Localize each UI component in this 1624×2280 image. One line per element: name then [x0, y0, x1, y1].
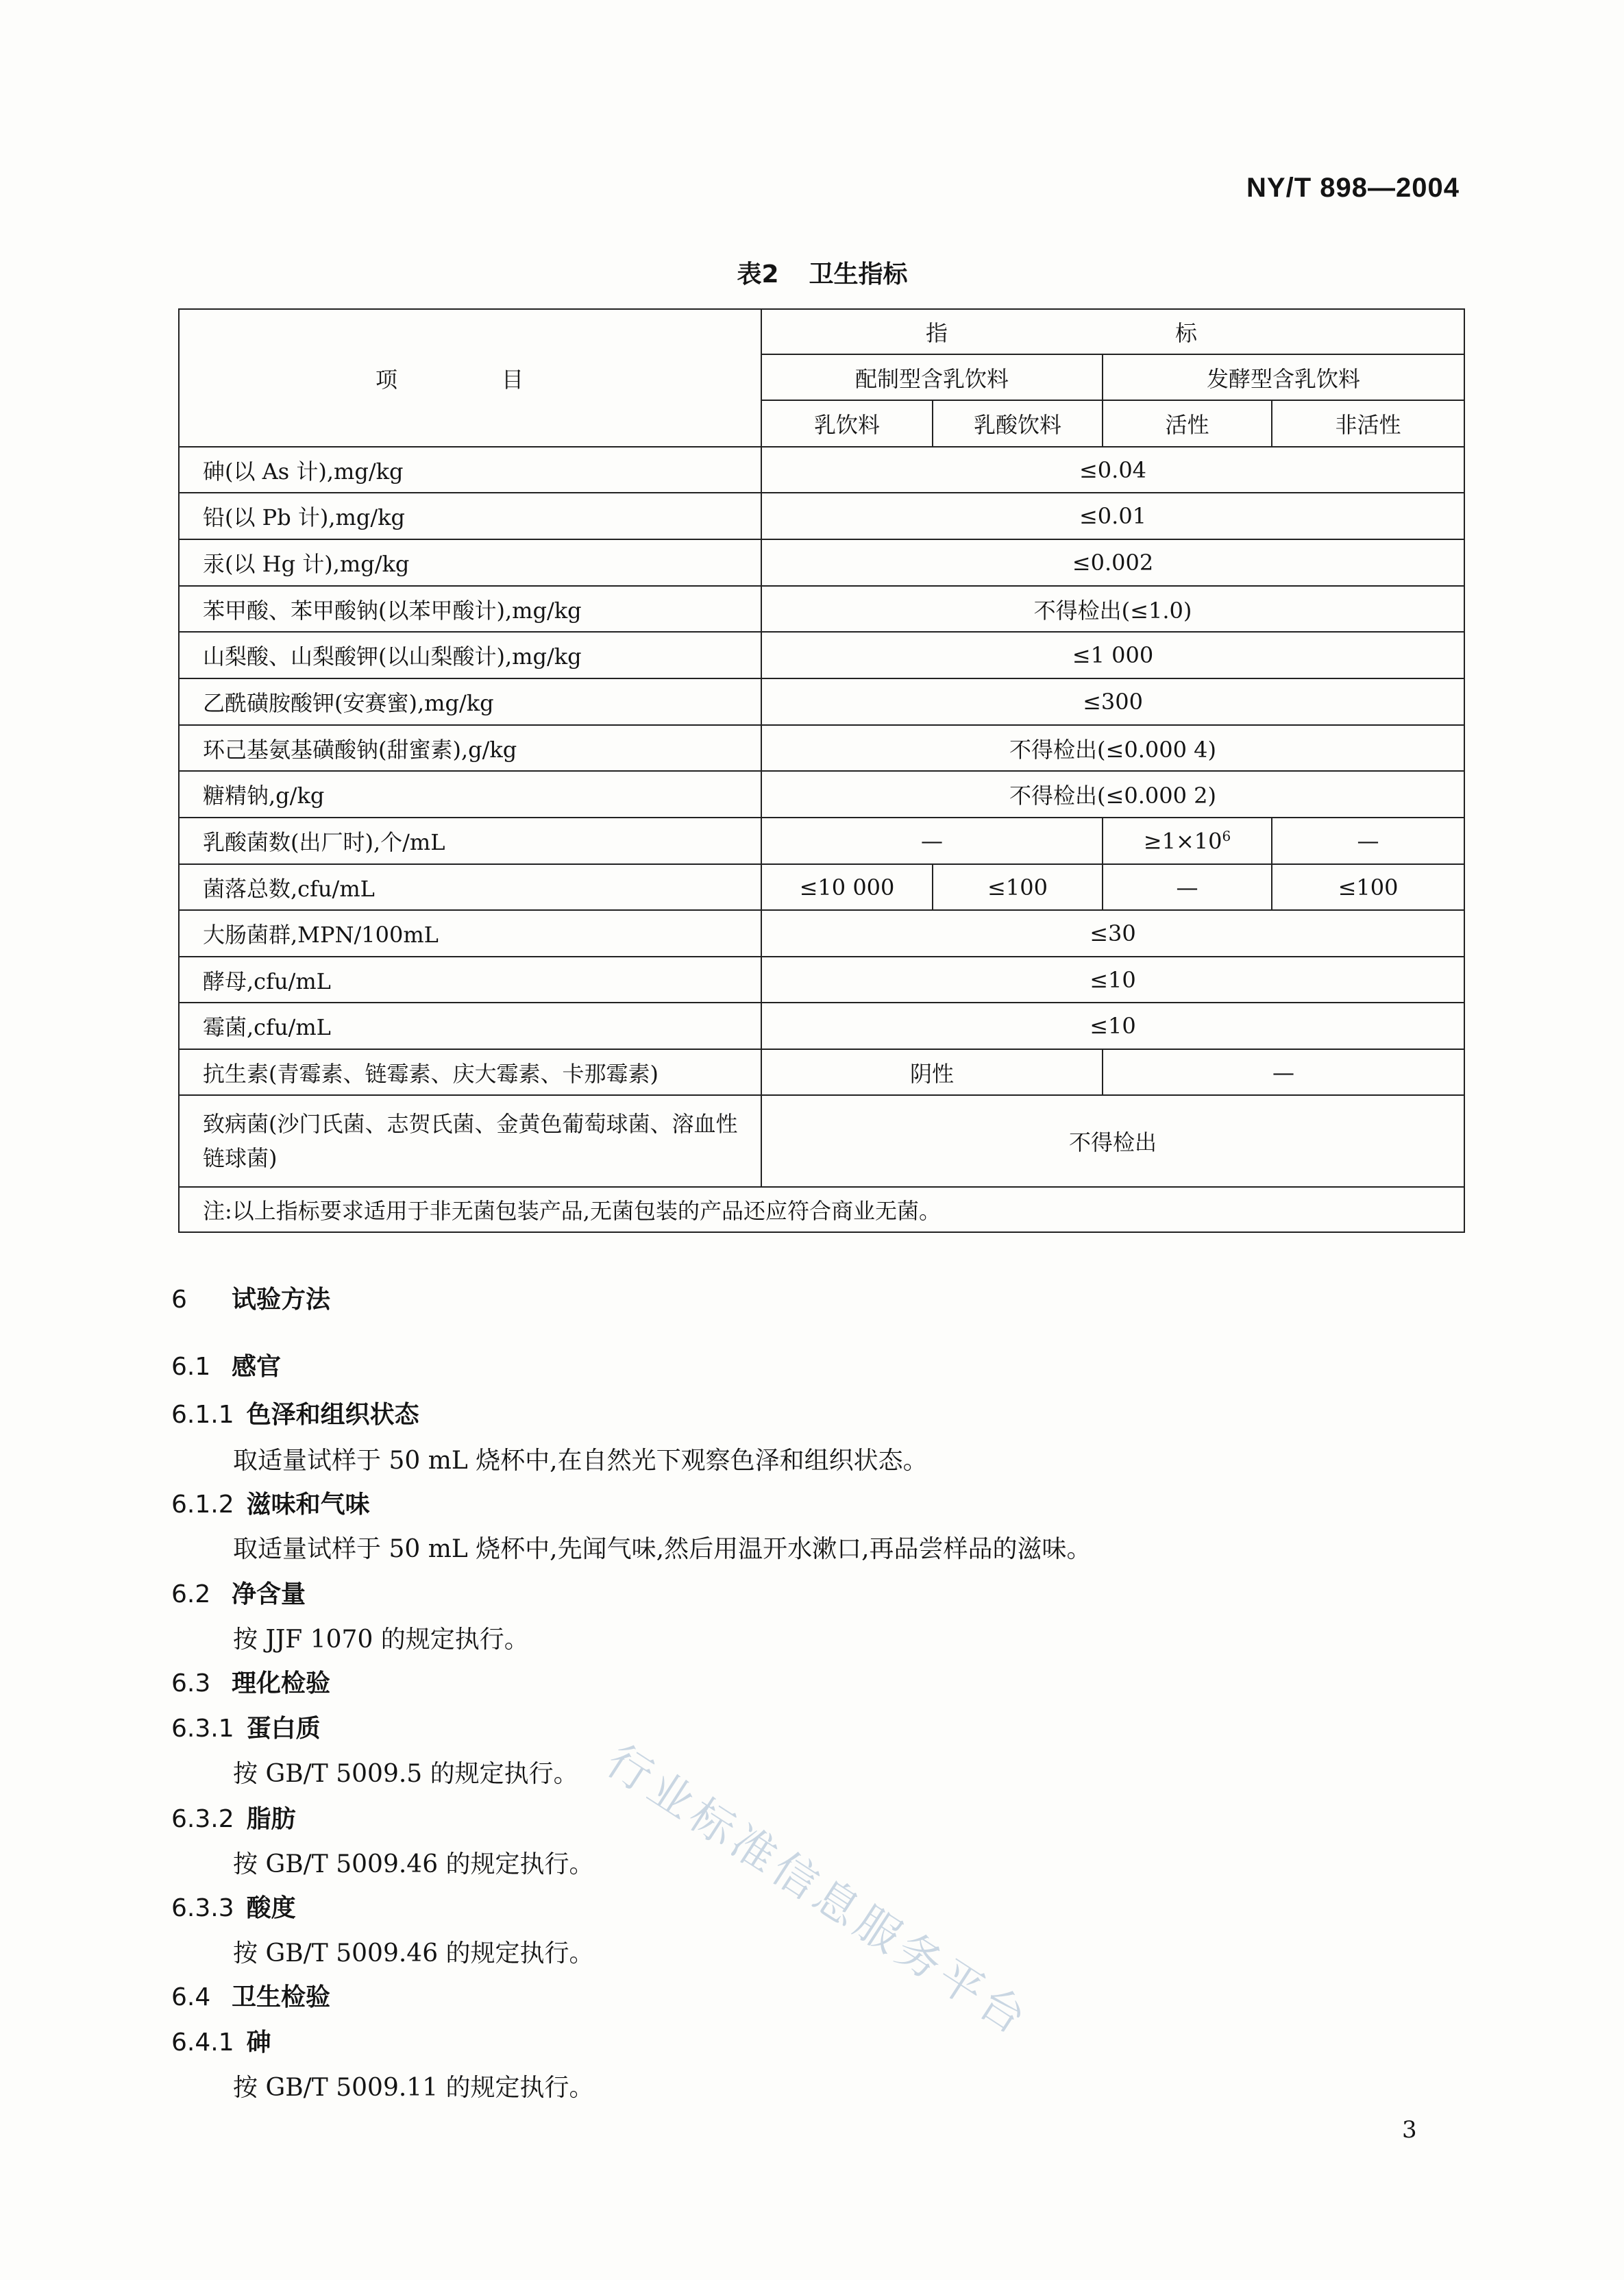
colony-inactive: ≤100: [1272, 864, 1464, 910]
table-note: 注:以上指标要求适用于非无菌包装产品,无菌包装的产品还应符合商业无菌。: [179, 1187, 1464, 1232]
section-number: 6.1.1: [171, 1401, 234, 1429]
table-row: [179, 725, 1464, 771]
head-group-a: 配制型含乳饮料: [761, 354, 1103, 400]
section-number: 6: [171, 1286, 187, 1314]
row-value: 不得检出: [761, 1095, 1464, 1187]
section-number: 6.3: [171, 1669, 211, 1697]
table-title: 卫生指标: [809, 260, 908, 289]
lactic-active-exponent: 6: [1222, 827, 1231, 844]
section-title: 净含量: [232, 1580, 306, 1608]
standard-code: NY/T 898—2004: [1246, 173, 1460, 203]
row-item: 山梨酸、山梨酸钾(以山梨酸计),mg/kg: [179, 632, 761, 678]
row-value: 不得检出(≤0.000 4): [761, 725, 1464, 771]
row-item: 砷(以 As 计),mg/kg: [179, 447, 761, 493]
table-row: [179, 632, 1464, 678]
section-6-1-2: [171, 1485, 370, 1520]
section-6-3-2: [171, 1800, 296, 1835]
table-row: [179, 539, 1464, 586]
section-number: 6.3.3: [171, 1894, 234, 1922]
table-row: [179, 771, 1464, 818]
row-item: 致病菌(沙门氏菌、志贺氏菌、金黄色葡萄球菌、溶血性链球菌): [179, 1095, 761, 1187]
section-text: 取适量试样于 50 mL 烧杯中,在自然光下观察色泽和组织状态。: [233, 1447, 928, 1475]
section-6-3-1: [171, 1709, 321, 1744]
table-row-lactic: [179, 818, 1464, 864]
table-number: 表2: [737, 260, 779, 289]
section-title: 感官: [232, 1353, 282, 1381]
section-text: 按 GB/T 5009.46 的规定执行。: [233, 1939, 594, 1968]
table-row-antibiotic: [179, 1049, 1464, 1095]
table-row: [179, 447, 1464, 493]
row-value: ≤10: [761, 1003, 1464, 1049]
table-row: [179, 957, 1464, 1003]
section-title: 酸度: [246, 1894, 296, 1922]
lactic-active: [1103, 818, 1272, 864]
table-row: [179, 1003, 1464, 1049]
antibiotic-prepared: 阴性: [761, 1049, 1103, 1095]
section-text: 按 GB/T 5009.46 的规定执行。: [233, 1850, 594, 1878]
section-title: 卫生检验: [232, 1983, 331, 2011]
row-item: 菌落总数,cfu/mL: [179, 864, 761, 910]
section-title: 脂肪: [246, 1805, 296, 1833]
section-6-3: [171, 1664, 330, 1699]
lactic-inactive: —: [1272, 818, 1464, 864]
row-item: 糖精钠,g/kg: [179, 771, 761, 818]
row-item: 乳酸菌数(出厂时),个/mL: [179, 818, 761, 864]
head-item: 项 目: [179, 309, 761, 447]
colony-lactic-drink: ≤100: [933, 864, 1103, 910]
row-value: ≤1 000: [761, 632, 1464, 678]
page-number: 3: [1402, 2116, 1417, 2144]
section-6-1-1: [171, 1395, 419, 1430]
lactic-active-base: ≥1×10: [1143, 828, 1222, 855]
section-6-4-1: [171, 2023, 271, 2058]
row-item: 霉菌,cfu/mL: [179, 1003, 761, 1049]
section-title: 试验方法: [232, 1286, 331, 1314]
head-indicator: 指 标: [761, 309, 1464, 354]
table-row: [179, 493, 1464, 539]
row-item: 汞(以 Hg 计),mg/kg: [179, 539, 761, 586]
row-item: 乙酰磺胺酸钾(安赛蜜),mg/kg: [179, 678, 761, 725]
section-6-1: [171, 1347, 281, 1382]
lactic-prepared: —: [761, 818, 1103, 864]
head-group-b: 发酵型含乳饮料: [1103, 354, 1464, 400]
section-text: 按 GB/T 5009.5 的规定执行。: [233, 1760, 578, 1788]
hygiene-table: [178, 308, 1465, 1233]
section-title: 砷: [246, 2028, 271, 2057]
antibiotic-fermented: —: [1103, 1049, 1464, 1095]
table-row: [179, 910, 1464, 957]
head-sub-3: 活性: [1103, 400, 1272, 447]
section-text: 按 JJF 1070 的规定执行。: [233, 1626, 529, 1654]
row-item: 大肠菌群,MPN/100mL: [179, 910, 761, 957]
row-item: 抗生素(青霉素、链霉素、庆大霉素、卡那霉素): [179, 1049, 761, 1095]
section-title: 理化检验: [232, 1669, 331, 1697]
section-6-2: [171, 1575, 306, 1610]
row-item: 酵母,cfu/mL: [179, 957, 761, 1003]
table-row: [179, 586, 1464, 632]
section-number: 6.1: [171, 1353, 211, 1381]
row-value: ≤10: [761, 957, 1464, 1003]
section-6-4: [171, 1978, 330, 2013]
section-text: 取适量试样于 50 mL 烧杯中,先闻气味,然后用温开水漱口,再品尝样品的滋味。: [233, 1535, 1092, 1563]
row-value: 不得检出(≤1.0): [761, 586, 1464, 632]
head-sub-4: 非活性: [1272, 400, 1464, 447]
section-number: 6.4: [171, 1983, 211, 2011]
section-number: 6.1.2: [171, 1491, 234, 1519]
table-row-pathogen: [179, 1095, 1464, 1187]
row-value: ≤0.002: [761, 539, 1464, 586]
row-value: ≤0.01: [761, 493, 1464, 539]
row-item: 环己基氨基磺酸钠(甜蜜素),g/kg: [179, 725, 761, 771]
head-sub-1: 乳饮料: [761, 400, 933, 447]
table-caption: [644, 255, 1000, 290]
section-title: 滋味和气味: [246, 1491, 370, 1519]
head-sub-2: 乳酸饮料: [933, 400, 1103, 447]
row-value: 不得检出(≤0.000 2): [761, 771, 1464, 818]
watermark: 行业标准信息服务平台: [597, 1735, 1039, 2047]
section-number: 6.2: [171, 1580, 211, 1608]
row-value: ≤30: [761, 910, 1464, 957]
table-note-row: [179, 1187, 1464, 1232]
section-number: 6.4.1: [171, 2028, 234, 2057]
row-value: ≤0.04: [761, 447, 1464, 493]
section-6-3-3: [171, 1889, 296, 1924]
row-item: 苯甲酸、苯甲酸钠(以苯甲酸计),mg/kg: [179, 586, 761, 632]
colony-active: —: [1103, 864, 1272, 910]
section-6: [171, 1280, 330, 1315]
row-item: 铅(以 Pb 计),mg/kg: [179, 493, 761, 539]
table-row: [179, 678, 1464, 725]
section-text: 按 GB/T 5009.11 的规定执行。: [233, 2074, 594, 2102]
section-number: 6.3.2: [171, 1805, 234, 1833]
row-value: ≤300: [761, 678, 1464, 725]
section-number: 6.3.1: [171, 1715, 234, 1743]
section-title: 色泽和组织状态: [246, 1401, 419, 1429]
colony-milk-drink: ≤10 000: [761, 864, 933, 910]
table-row-colony: [179, 864, 1464, 910]
section-title: 蛋白质: [246, 1715, 321, 1743]
